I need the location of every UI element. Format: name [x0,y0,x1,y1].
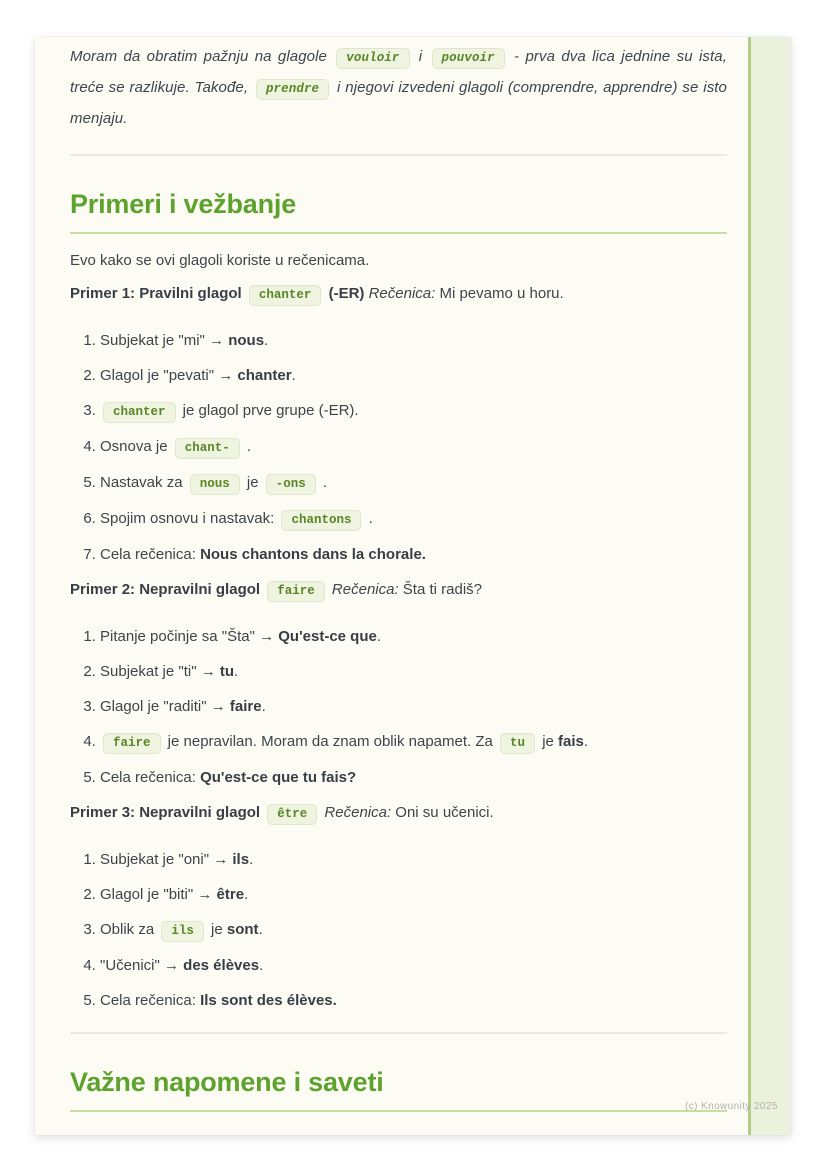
document-page [35,37,791,1135]
text-run: je [242,474,263,491]
text-run: Subjekat je "oni" → [100,851,233,868]
bold-text: Primer 1: Pravilni glagol [70,285,246,302]
bold-text: Qu'est-ce que [278,628,377,645]
text-run: je nepravilan. Moram da znam oblik napamet. Za [163,733,498,750]
text-run: Cela rečenica: [100,769,201,786]
inline-code-badge: être [267,804,317,825]
step-item [100,955,727,977]
inline-code-badge: chant- [175,438,240,459]
text-run: . [583,733,589,750]
inline-code-badge: tu [500,733,535,754]
step-item [100,544,727,566]
text-run: Nastavak za [100,474,187,491]
inline-code-badge: nous [190,474,240,495]
section-lead: Evo kako se ovi glagoli koriste u rečenicama. [70,252,370,269]
text-run: Subjekat je "ti" → [100,663,220,680]
text-run: . [242,438,252,455]
text-run: Glagol je "biti" → [100,886,217,903]
text-run: . [261,698,266,715]
text-run: "Učenici" → [100,957,184,974]
step-item [100,661,727,683]
text-run: Osnova je [100,438,172,455]
inline-code-badge: prendre [256,79,329,100]
text-run: Subjekat je "mi" → [100,332,229,349]
text-run: Spojim osnovu i nastavak: [100,510,279,527]
inline-code-badge: ils [161,921,204,942]
text-run: . [249,851,254,868]
page-content [70,37,727,1112]
bold-text: (-ER) [324,285,369,302]
step-item [100,508,727,531]
example-2-steps [70,626,727,789]
text-run: Cela rečenica: [100,546,201,563]
text-run: . [259,957,264,974]
bold-text: Primer 3: Nepravilni glagol [70,804,265,821]
step-item [100,731,727,754]
step-item [100,696,727,718]
text-run: . [234,663,239,680]
step-item [100,626,727,648]
text-run: Šta ti radiš? [402,581,483,598]
inline-code-badge: faire [267,581,325,602]
step-item [100,436,727,459]
text-run: . [264,332,269,349]
bold-text: des élèves [183,957,260,974]
text-run: - prva dva lica jednine su ista, treće se razlikuje. Takođe, [70,48,728,96]
text-run: . [376,628,382,645]
step-item [100,767,727,789]
step-item [100,472,727,495]
text-run: Moram da obratim pažnju na glagole [70,48,334,65]
bold-text: sont [226,921,259,938]
text-run: Pitanje počinje sa "Šta" → [100,628,279,645]
text-run: . [258,921,263,938]
step-item [100,919,727,942]
page-green-strip [748,37,791,1135]
inline-code-badge: faire [103,733,161,754]
text-run: je [206,921,227,938]
section-divider [70,1032,727,1034]
inline-code-badge: chanter [249,285,322,306]
example-2-label [70,579,727,602]
section-divider [70,154,727,156]
step-item [100,849,727,871]
example-3-steps [70,849,727,1012]
italic-text: Rečenica: [324,804,396,821]
italic-text: Rečenica: [331,581,403,598]
italic-text: Rečenica: [368,285,440,302]
bold-text: Nous chantons dans la chorale. [200,546,426,563]
bold-text: nous [228,332,265,349]
inline-code-badge: -ons [266,474,316,495]
text-run: . [244,886,249,903]
text-run: . [291,367,296,384]
section-title-primeri-i-vezbanje: Primeri i vežbanje [70,188,727,234]
text-run: . [318,474,328,491]
inline-code-badge: pouvoir [432,48,505,69]
text-run: Glagol je "raditi" → [100,698,230,715]
inline-code-badge: vouloir [336,48,409,69]
text-run: . [364,510,373,527]
example-3-label [70,802,727,825]
step-item [100,990,727,1012]
watermark: (c) Knowunity 2025 [685,1101,778,1112]
text-run: Oblik za [100,921,159,938]
text-run: je glagol prve grupe (-ER). [178,402,359,419]
bold-text: être [216,886,245,903]
bold-text: chanter [237,367,292,384]
bold-text: Qu'est-ce que tu fais? [200,769,357,786]
text-run: i [412,48,429,65]
bold-text: ils [232,851,250,868]
text-run: i njegovi izvedeni glagoli (comprendre, apprendre) se isto menjaju. [70,79,727,127]
bold-text: Primer 2: Nepravilni glagol [70,581,265,598]
step-item [100,330,727,352]
bold-text: faire [229,698,262,715]
step-item [100,365,727,387]
example-1-steps [70,330,727,566]
inline-code-badge: chantons [281,510,361,531]
bold-text: fais [558,733,584,750]
section-title-vazne-napomene: Važne napomene i saveti [70,1066,727,1112]
text-run: Cela rečenica: [100,992,201,1009]
text-run: je [538,733,559,750]
step-item [100,400,727,423]
text-run: Mi pevamo u horu. [439,285,564,302]
inline-code-badge: chanter [103,402,176,423]
intro-note [70,42,727,134]
bold-text: tu [219,663,235,680]
example-1-label [70,283,727,306]
bold-text: Ils sont des élèves. [200,992,337,1009]
text-run: Glagol je "pevati" → [100,367,238,384]
step-item [100,884,727,906]
text-run: Oni su učenici. [395,804,494,821]
